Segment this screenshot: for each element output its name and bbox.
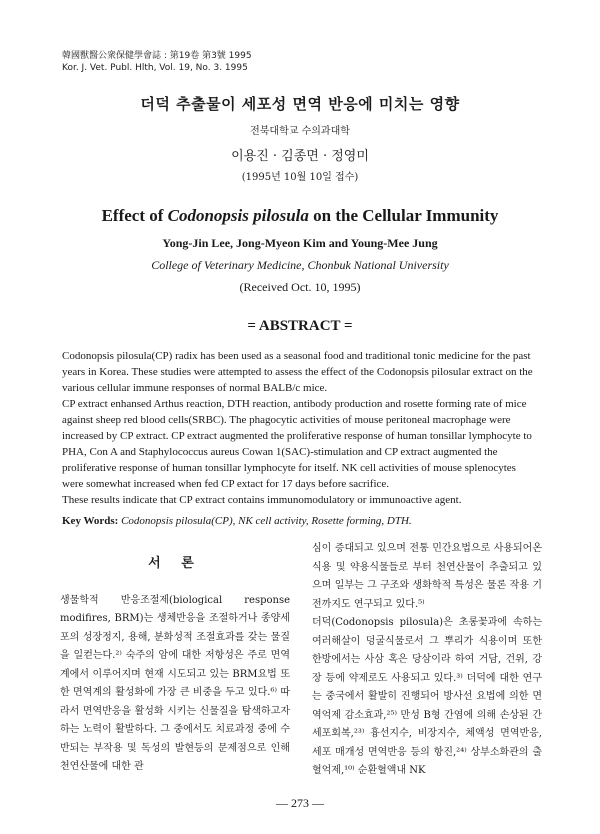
body-right-column [312,540,542,781]
abstract-paragraph-1: Codonopsis pilosula(CP) radix has been used as a seasonal food and traditional tonic medicine for the past years in Korea. These studies were attempted to assess the effect of the Codonopsis pilosular extract on the various cellular immune responses of normal BALB/c mice. [62,350,533,394]
introduction-paragraph-1: 생물학적 반응조절제(biological response modifires, BRM)는 생체반응을 조절하거나 종양세포의 성장정지, 용해, 분화성적 조절효과를 갖는 물질을 일컫는다.²⁾ 숙주의 암에 대한 저항성은 주로 면역계에서 이루어지며 현재 시도되고 있는 BRM요법 또한 면역계의 활성화에 가장 큰 비중을 두고 있다.⁶⁾ 따라서 면역반응을 활성화 시키는 신물질을 탐색하고자 하는 노력이 활발하다. 그 중에서도 치료과정 중에 수반되는 부작용 및 독성의 발현등의 문제점으로 인해 천연산물에 대한 관 [60,594,290,772]
korean-authors: 이용진 · 김종면 · 정영미 [231,149,369,164]
body-left-column [60,555,290,777]
introduction-paragraph-2: 심이 증대되고 있으며 전통 민간요법으로 사용되어온 식용 및 약용식물들로 부터 천연산물이 추출되고 있으며 일부는 그 구조와 생화학적 특성은 물론 작용 기전까지도 연구되고 있다.⁵⁾ [312,543,542,610]
english-received-date: (Received Oct. 10, 1995) [239,280,361,294]
english-authors: Yong-Jin Lee, Jong-Myeon Kim and Young-Mee Jung [162,236,438,250]
abstract-paragraph-3: These results indicate that CP extract contains immunomodulatory or immunoactive agent. [62,494,462,506]
abstract-heading: = ABSTRACT = [247,318,353,334]
keywords-text: Codonopsis pilosula(CP), NK cell activity, Rosette forming, DTH. [121,515,412,527]
journal-citation [62,50,252,74]
keywords-label: Key Words: [62,515,119,527]
page-number: — 273 — [276,796,324,810]
english-title [0,206,600,226]
english-title-species: Codonopsis pilosula [167,206,309,225]
journal-citation-english: Kor. J. Vet. Publ. Hlth, Vol. 19, No. 3. 1995 [62,63,248,73]
abstract-paragraph-2: CP extract enhansed Arthus reaction, DTH reaction, antibody production and rosette forming rate of mice against sheep red blood cells(SRBC). The phagocytic activities of mouse peritoneal macrophage were increased by CP extract. CP extract augmented the proliferative response of human tonsillar lymphocyte to PHA, Con A and Staphylococcus aureus Cowan 1(SAC)-stimulation and CP extract augmented the proliferative response of human tonsillar lymphocyte for itself. NK cell activities of mouse splenocytes were somewhat increased when fed CP extact for 17 days before sacrifice. [62,398,532,490]
english-title-prefix: Effect of [101,206,168,225]
english-title-suffix: on the Cellular Immunity [308,206,499,225]
korean-affiliation: 전북대학교 수의과대학 [250,126,350,137]
keywords [62,515,538,527]
abstract-body [62,348,538,508]
korean-title: 더덕 추출물이 세포성 면역 반응에 미치는 영향 [140,95,460,113]
introduction-heading: 서 론 [148,556,202,571]
journal-citation-korean: 韓國獸醫公衆保健學會誌 : 第19卷 第3號 1995 [62,51,252,61]
introduction-paragraph-3: 더덕(Codonopsis pilosula)은 초롱꽃과에 속하는 여러해살이 덩굴식물로서 그 뿌리가 식용이며 또한 한방에서는 사삼 혹은 당삼이라 하여 거담, 건위, 강장 등에 약제로도 사용되고 있다.³⁾ 더덕에 대한 연구는 중국에서 활발히 진행되어 방사선 요법에 의한 면역억제 감소효과,²⁵⁾ 만성 B형 간염에 의해 손상된 간세포회복,²³⁾ 흉선지수, 비장지수, 체액성 면역반응, 세포 매개성 면역반응 등의 항진,²⁴⁾ 상부소화관의 출혈억제,¹⁰⁾ 순환혈액내 NK [312,617,542,776]
english-affiliation: College of Veterinary Medicine, Chonbuk National University [151,258,449,272]
korean-received-date: (1995년 10월 10일 접수) [241,172,359,183]
